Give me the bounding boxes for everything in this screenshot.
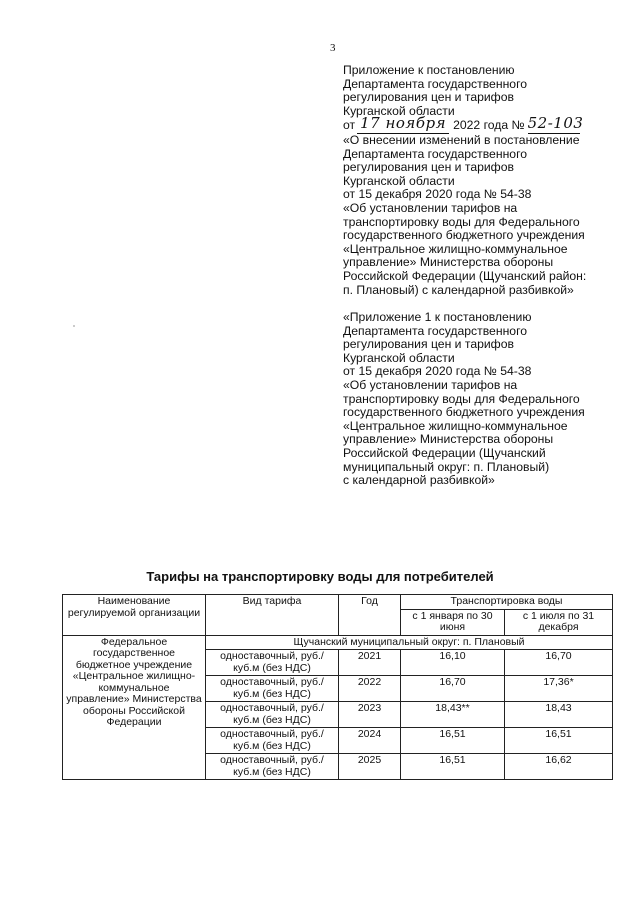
handwritten-number: 52-103 (527, 114, 584, 133)
h2-value-cell: 16,62 (505, 754, 613, 780)
annex-line: Департамента государственного (343, 323, 528, 338)
appendix-header (343, 64, 613, 118)
table-title: Тарифы на транспортировку воды для потребителей (146, 569, 494, 584)
header-line: Департамента государственного (343, 76, 528, 91)
district-cell: Щучанский муниципальный округ: п. Плановый (206, 635, 613, 650)
annex-line: от 15 декабря 2020 года № 54-38 (343, 364, 532, 379)
header-line: Курганской области (343, 103, 455, 118)
h1-value-cell: 16,70 (401, 676, 505, 702)
district-row (63, 635, 613, 650)
header-line: регулирования цен и тарифов (343, 90, 514, 105)
annex-line: Курганской области (343, 350, 455, 365)
annex-line: муниципальный округ: п. Плановый) (343, 459, 550, 474)
year-cell: 2023 (339, 702, 401, 728)
tariff-type-cell: одноставочный, руб./куб.м (без НДС) (206, 702, 339, 728)
amend-line: п. Плановый) с календарной разбивкой» (343, 282, 574, 297)
h1-value-cell: 16,10 (401, 650, 505, 676)
h2-value-cell: 17,36* (505, 676, 613, 702)
amend-line: Департамента государственного (343, 146, 528, 161)
h2-value-cell: 16,51 (505, 728, 613, 754)
header-line: Приложение к постановлению (343, 63, 515, 77)
annex-line: «Приложение 1 к постановлению (343, 310, 532, 325)
annex-title (343, 311, 613, 488)
amend-line: от 15 декабря 2020 года № 54-38 (343, 187, 532, 202)
resolution-date-line (343, 114, 613, 134)
year-cell: 2025 (339, 754, 401, 780)
amend-line: «Об установлении тарифов на (343, 200, 518, 215)
annex-line: Российской Федерации (Щучанский (343, 446, 546, 461)
date-prefix: от (343, 118, 356, 133)
amend-line: Курганской области (343, 173, 455, 188)
amend-line: государственного бюджетного учреждения (343, 228, 585, 243)
annex-line: «Центральное жилищно-коммунальное (343, 418, 568, 433)
h1-value-cell: 16,51 (401, 754, 505, 780)
amendment-title (343, 134, 613, 297)
h2-value-cell: 18,43 (505, 702, 613, 728)
org-name-cell: Федеральное государственное бюджетное учреждение «Центральное жилищно-коммунальное управление» Министерства обороны Российской Федерации (63, 635, 206, 780)
tariff-type-cell: одноставочный, руб./куб.м (без НДС) (206, 650, 339, 676)
annex-line: регулирования цен и тарифов (343, 337, 514, 352)
amend-line: регулирования цен и тарифов (343, 160, 514, 175)
annex-line: управление» Министерства обороны (343, 432, 554, 447)
header-h1: с 1 января по 30 июня (401, 609, 505, 635)
amend-line: «О внесении изменений в постановление (343, 132, 580, 147)
year-cell: 2022 (339, 676, 401, 702)
amend-line: управление» Министерства обороны (343, 255, 554, 270)
h1-value-cell: 18,43** (401, 702, 505, 728)
tariffs-table (62, 594, 613, 780)
h1-value-cell: 16,51 (401, 728, 505, 754)
annex-line: государственного бюджетного учреждения (343, 405, 585, 420)
header-type: Вид тарифа (206, 595, 339, 636)
header-h2: с 1 июля по 31 декабря (505, 609, 613, 635)
amend-line: «Центральное жилищно-коммунальное (343, 241, 568, 256)
tariff-type-cell: одноставочный, руб./куб.м (без НДС) (206, 754, 339, 780)
year-text: 2022 года № (453, 118, 525, 133)
appendix-block (343, 64, 613, 488)
annex-line: «Об установлении тарифов на (343, 378, 518, 393)
tariff-type-cell: одноставочный, руб./куб.м (без НДС) (206, 676, 339, 702)
header-year: Год (339, 595, 401, 636)
annex-line: транспортировку воды для Федерального (343, 391, 580, 406)
page-number: 3 (330, 42, 336, 54)
year-cell: 2021 (339, 650, 401, 676)
header-row (63, 595, 613, 610)
header-org: Наименование регулируемой организации (63, 595, 206, 636)
h2-value-cell: 16,70 (505, 650, 613, 676)
handwritten-date: 17 ноября (360, 114, 447, 133)
scan-speck (73, 325, 75, 327)
year-cell: 2024 (339, 728, 401, 754)
annex-line: с календарной разбивкой» (343, 473, 495, 488)
tariff-type-cell: одноставочный, руб./куб.м (без НДС) (206, 728, 339, 754)
amend-line: транспортировку воды для Федерального (343, 214, 580, 229)
amend-line: Российской Федерации (Щучанский район: (343, 268, 587, 283)
header-transport: Транспортировка воды (401, 595, 613, 610)
